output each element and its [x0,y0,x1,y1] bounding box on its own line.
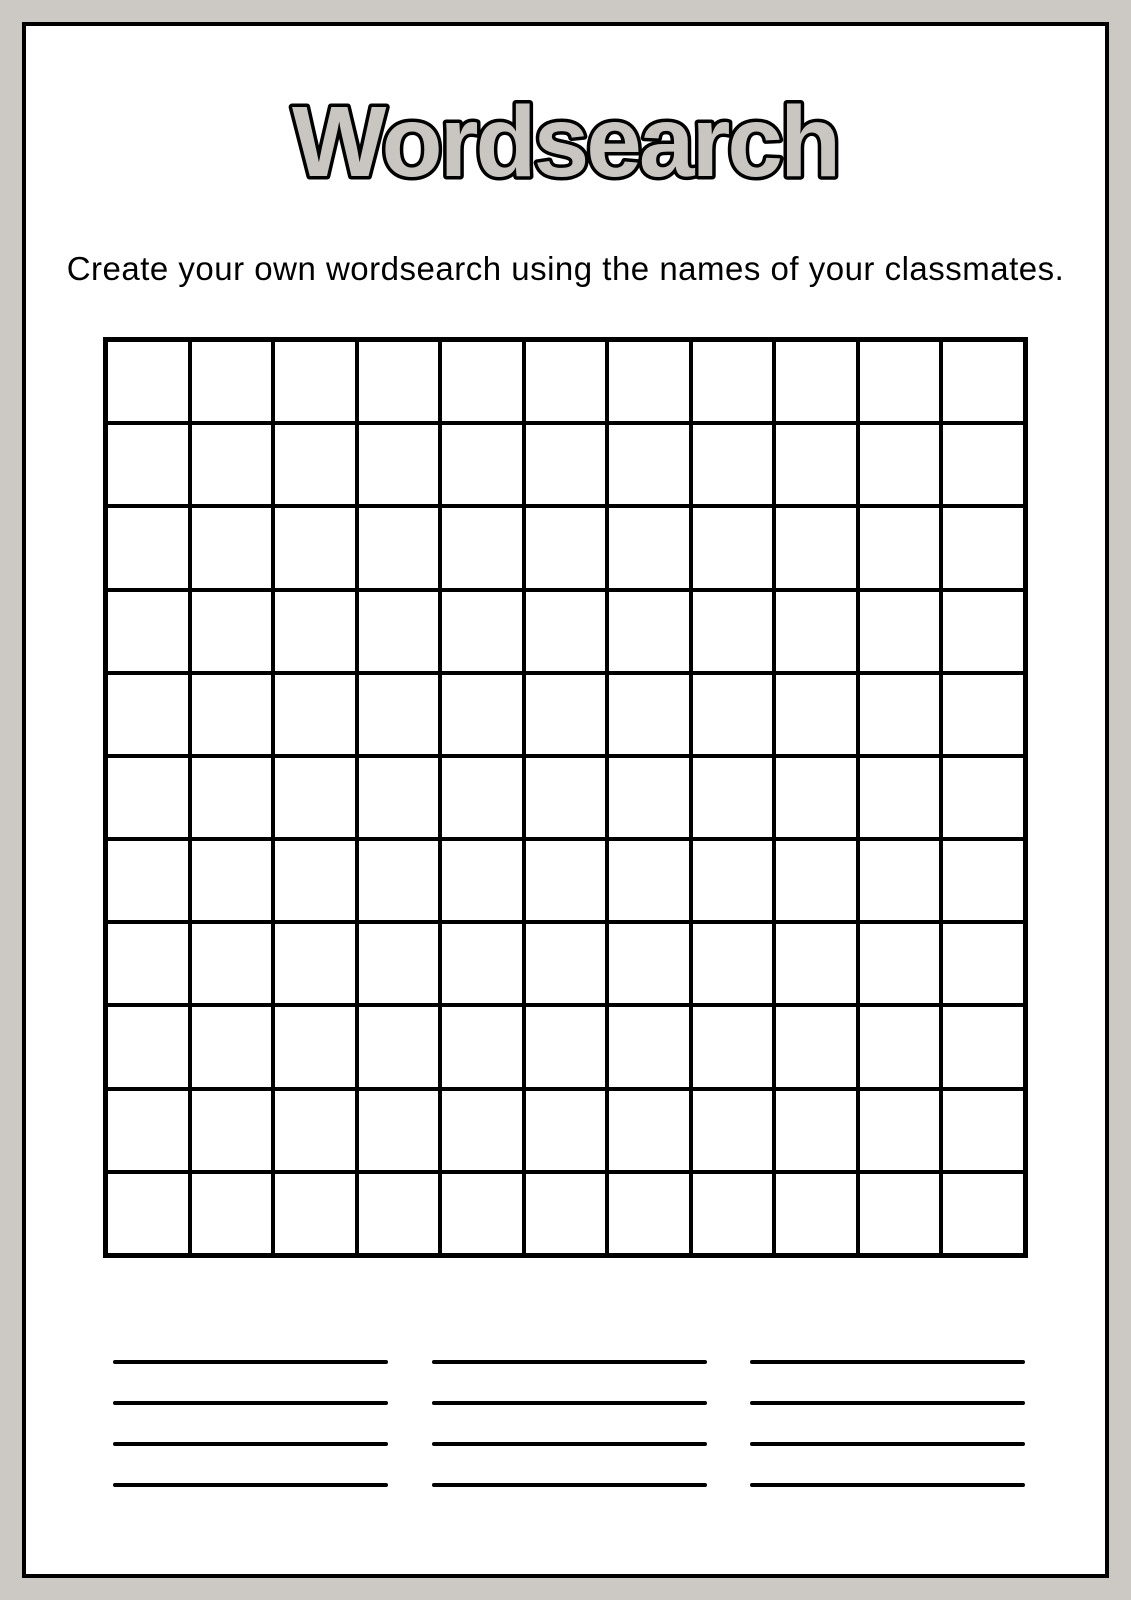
grid-cell [941,423,1025,506]
grid-cell [774,506,858,589]
grid-cell [106,423,190,506]
grid-cell [357,922,441,1005]
grid-cell [190,1089,274,1172]
grid-cell [273,590,357,673]
grid-cell [774,340,858,423]
grid-cell [357,1005,441,1088]
grid-cell [691,756,775,839]
grid-cell [440,1005,524,1088]
grid-cell [190,423,274,506]
grid-cell [357,1089,441,1172]
grid-cell [858,673,942,756]
grid-cell [190,506,274,589]
grid-cell [357,340,441,423]
grid-cell [607,1005,691,1088]
grid-cell [106,922,190,1005]
grid-cell [190,922,274,1005]
answer-line [750,1401,1025,1405]
grid-cell [858,1089,942,1172]
grid-cell [106,1172,190,1255]
grid-cell [273,340,357,423]
grid-cell [106,839,190,922]
grid-cell [190,1005,274,1088]
grid-cell [858,1005,942,1088]
grid-cell [607,423,691,506]
grid-cell [440,839,524,922]
answer-line [750,1483,1025,1487]
grid-cell [941,590,1025,673]
grid-cell [691,340,775,423]
answer-line [432,1401,707,1405]
answer-column [113,1360,388,1487]
grid-cell [941,1172,1025,1255]
grid-cell [774,673,858,756]
grid-cell [440,1172,524,1255]
grid-cell [273,922,357,1005]
grid-cell [607,839,691,922]
grid-cell [941,839,1025,922]
grid-cell [273,673,357,756]
grid-cell [440,756,524,839]
grid-cell [357,1172,441,1255]
grid-cell [440,340,524,423]
grid-cell [691,1089,775,1172]
grid-cell [941,922,1025,1005]
grid-cell [106,590,190,673]
answer-column [432,1360,707,1487]
grid-cell [691,423,775,506]
answer-line [432,1442,707,1446]
grid-cell [440,922,524,1005]
grid-cell [357,673,441,756]
grid-cell [357,756,441,839]
grid-cell [941,1005,1025,1088]
wordsearch-grid [103,337,1028,1258]
grid-cell [273,1172,357,1255]
grid-cell [440,506,524,589]
grid-cell [691,839,775,922]
instruction-text: Create your own wordsearch using the names of your classmates. [66,250,1065,287]
grid-cell [524,1005,608,1088]
grid-cell [858,1172,942,1255]
grid-cell [607,340,691,423]
grid-cell [273,423,357,506]
grid-cell [691,506,775,589]
grid-cell [524,839,608,922]
grid-cell [607,673,691,756]
grid-cell [440,673,524,756]
page-title-text: Wordsearch [291,86,839,198]
grid-cell [524,423,608,506]
grid-cell [774,1089,858,1172]
answer-line [113,1401,388,1405]
grid-cell [106,673,190,756]
grid-cell [106,756,190,839]
grid-cell [941,506,1025,589]
grid-cell [190,1172,274,1255]
grid-cell [607,922,691,1005]
answer-line [750,1360,1025,1364]
grid-cell [607,1172,691,1255]
grid-cell [607,590,691,673]
grid-cell [774,423,858,506]
grid-cell [106,1089,190,1172]
grid-cell [273,839,357,922]
grid-cell [858,756,942,839]
answer-line [432,1360,707,1364]
grid-cell [524,340,608,423]
answer-line [113,1483,388,1487]
grid-cell [357,590,441,673]
grid-cell [858,506,942,589]
grid-cell [858,340,942,423]
grid-cell [774,839,858,922]
grid-cell [106,506,190,589]
grid-cell [273,1005,357,1088]
grid-cell [190,340,274,423]
grid-cell [607,506,691,589]
grid-cell [440,590,524,673]
grid-cell [273,506,357,589]
grid-cell [774,756,858,839]
grid-cell [941,340,1025,423]
grid-cell [190,673,274,756]
grid-cell [440,423,524,506]
answer-line [113,1360,388,1364]
grid-cell [357,423,441,506]
grid-cell [106,1005,190,1088]
grid-cell [774,1005,858,1088]
grid-cell [357,506,441,589]
grid-cell [524,506,608,589]
grid-cell [858,839,942,922]
grid-cell [774,1172,858,1255]
grid-cell [941,1089,1025,1172]
grid-cell [691,1005,775,1088]
grid-cell [190,839,274,922]
grid-cell [858,423,942,506]
grid-cell [440,1089,524,1172]
grid-cell [106,340,190,423]
grid-cell [691,922,775,1005]
grid-cell [524,1172,608,1255]
grid-cell [941,756,1025,839]
grid-cell [607,756,691,839]
answer-line [432,1483,707,1487]
grid-cell [774,922,858,1005]
grid-cell [691,673,775,756]
grid-cell [941,673,1025,756]
grid-cell [524,673,608,756]
grid-cell [190,756,274,839]
grid-cell [273,1089,357,1172]
grid-cell [607,1089,691,1172]
grid-cell [190,590,274,673]
answer-column [750,1360,1025,1487]
grid-cell [858,590,942,673]
grid-cell [774,590,858,673]
grid-cell [524,1089,608,1172]
grid-cell [858,922,942,1005]
grid-cell [524,590,608,673]
answer-line [113,1442,388,1446]
grid-cell [691,1172,775,1255]
worksheet-page [22,22,1109,1578]
answer-line [750,1442,1025,1446]
page-title [26,64,1105,214]
grid-cell [524,922,608,1005]
grid-cell [273,756,357,839]
grid-cell [357,839,441,922]
grid-cell [691,590,775,673]
grid-cell [524,756,608,839]
answer-lines-section [113,1360,1025,1487]
